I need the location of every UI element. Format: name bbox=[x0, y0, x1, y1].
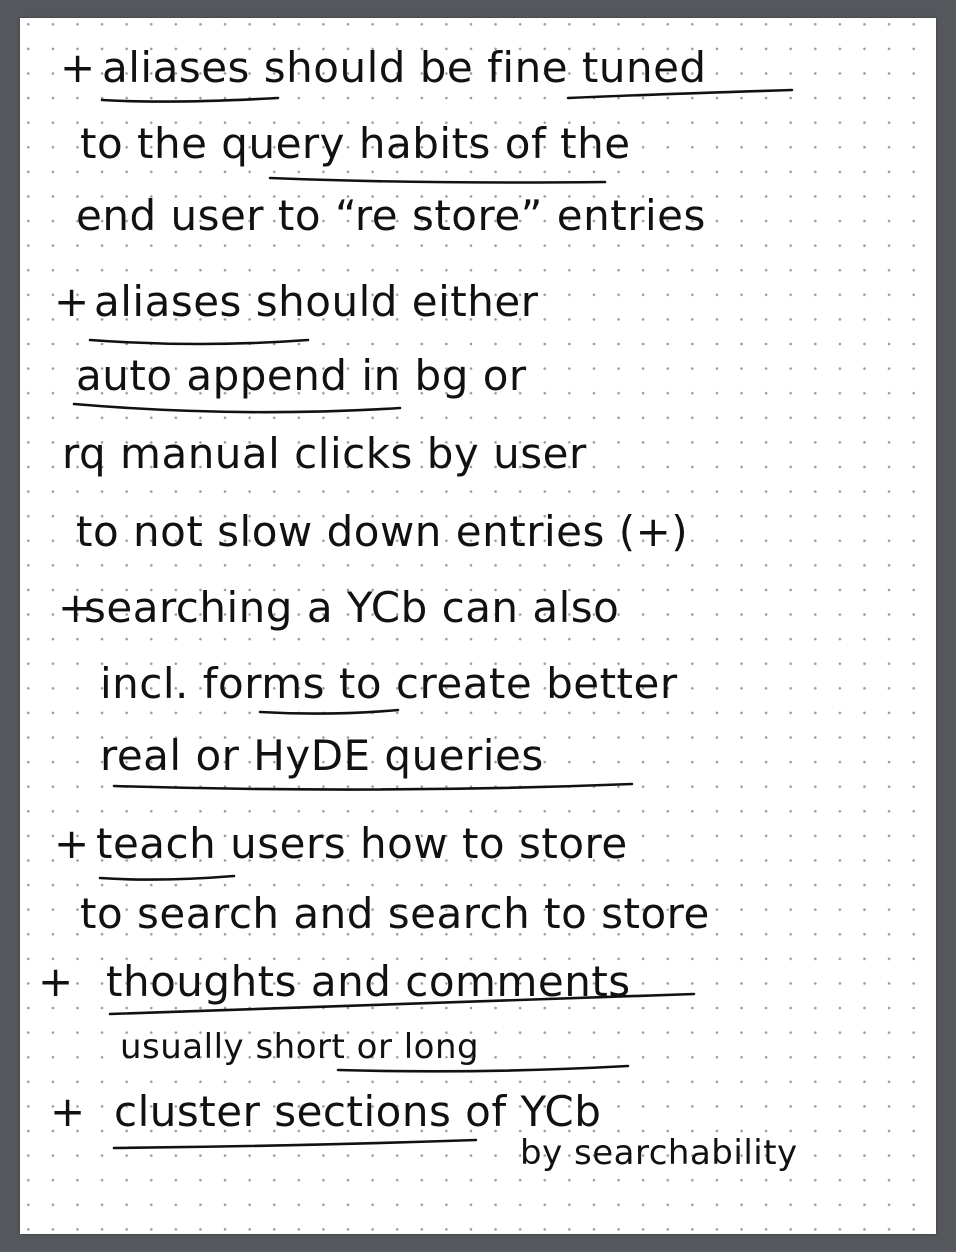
note-line: to search and search to store bbox=[80, 889, 710, 938]
bullet-marker: + bbox=[54, 277, 90, 326]
underline bbox=[260, 710, 398, 714]
note-line: searching a YCb can also bbox=[84, 583, 620, 632]
note-line: teach users how to store bbox=[96, 819, 628, 868]
handwritten-notes bbox=[20, 18, 936, 1234]
note-line: auto append in bg or bbox=[76, 351, 527, 400]
bullet-marker: + bbox=[50, 1087, 86, 1136]
underline bbox=[74, 404, 400, 412]
note-line: incl. forms to create better bbox=[100, 659, 678, 708]
underline bbox=[114, 784, 632, 790]
note-line: aliases should either bbox=[94, 277, 539, 326]
underline bbox=[102, 98, 278, 102]
note-line: by searchability bbox=[520, 1133, 798, 1173]
underline bbox=[100, 876, 234, 880]
note-line: cluster sections of YCb bbox=[114, 1087, 602, 1136]
note-line: to the query habits of the bbox=[80, 119, 631, 168]
note-line: thoughts and comments bbox=[106, 957, 631, 1006]
bullet-marker: + bbox=[60, 43, 96, 92]
note-line: aliases should be fine tuned bbox=[102, 43, 707, 92]
note-line: end user to “re store” entries bbox=[76, 191, 706, 240]
bullet-marker: + bbox=[38, 957, 74, 1006]
note-line: real or HyDE queries bbox=[100, 731, 544, 780]
note-line: to not slow down entries (+) bbox=[76, 507, 689, 556]
bullet-marker: + bbox=[54, 819, 90, 868]
notebook-page bbox=[20, 18, 936, 1234]
note-line: rq manual clicks by user bbox=[62, 429, 587, 478]
underline bbox=[90, 340, 308, 344]
note-line: usually short or long bbox=[120, 1027, 480, 1067]
underline bbox=[270, 178, 605, 183]
underline bbox=[114, 1140, 476, 1148]
bullet-marker: + bbox=[58, 583, 94, 632]
